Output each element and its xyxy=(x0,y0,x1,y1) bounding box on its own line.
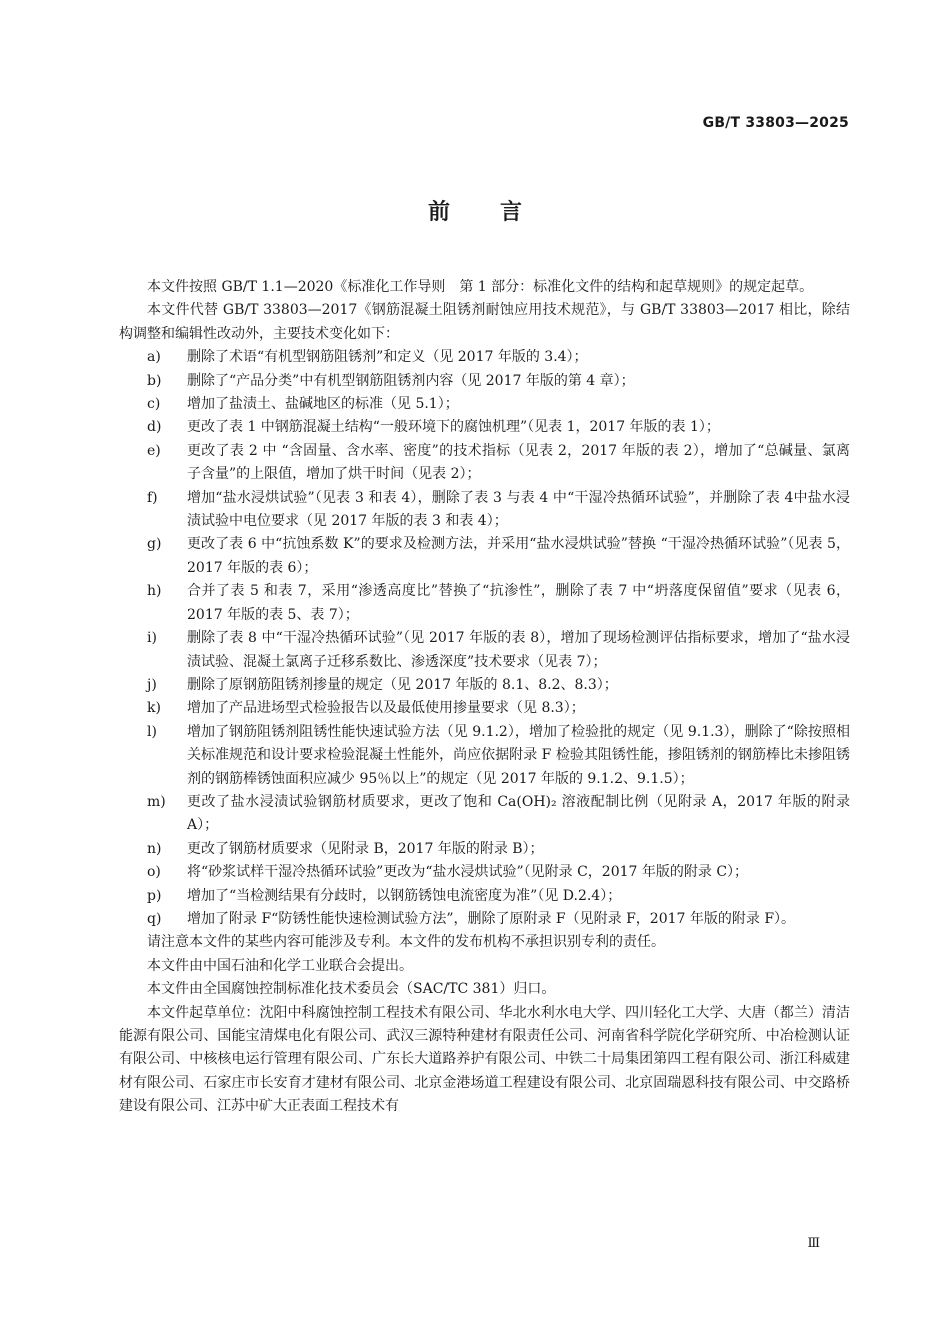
change-item-d xyxy=(119,416,850,439)
change-item-i xyxy=(119,627,850,674)
patent-notice: 请注意本文件的某些内容可能涉及专利。本文件的发布机构不承担识别专利的责任。 xyxy=(147,934,665,951)
page-number: Ⅲ xyxy=(807,1236,820,1251)
item-text: 删除了表 8 中“干湿冷热循环试验”（见 2017 年版的表 8），增加了现场检测评估指标要求，增加了“盐水浸渍试验、混凝土氯离子迁移系数比、渗透深度”技术要求（见表 7）； xyxy=(187,630,850,670)
item-mark: c) xyxy=(147,396,161,413)
item-mark: g) xyxy=(147,536,162,553)
change-item-h xyxy=(119,580,850,627)
change-item-p xyxy=(119,885,850,908)
page-title: 前言 xyxy=(427,200,572,225)
item-mark: h) xyxy=(147,583,162,600)
item-mark: l) xyxy=(147,723,157,740)
change-item-j xyxy=(119,674,850,697)
item-text: 更改了表 6 中“抗蚀系数 K”的要求及检测方法，并采用“盐水浸烘试验”替换 “干湿冷热循环试验”（见表 5，2017 年版的表 6）； xyxy=(187,536,850,576)
item-text: 增加了钢筋阻锈剂阻锈性能快速试验方法（见 9.1.2），增加了检验批的规定（见 9.1.3），删除了“除按照相关标准规范和设计要求检验混凝土性能外，尚应依据附录 F 检验其阻锈性能，掺阻锈剂的钢筋棒比未掺阻锈剂的钢筋棒锈蚀面积应减少 95％以上”的规定（见 2017 年版的 9.1.2、9.1.5）； xyxy=(187,723,850,787)
item-mark: a) xyxy=(147,349,161,366)
item-text: 增加“盐水浸烘试验”（见表 3 和表 4），删除了表 3 与表 4 中“干湿冷热循环试验”，并删除了表 4中盐水浸渍试验中电位要求（见 2017 年版的表 3 和表 4）； xyxy=(187,489,850,530)
change-item-b xyxy=(119,370,850,393)
item-mark: o) xyxy=(147,864,161,881)
item-mark: q) xyxy=(147,910,162,927)
item-mark: e) xyxy=(147,442,161,459)
item-mark: n) xyxy=(147,840,162,857)
item-mark: j) xyxy=(147,676,157,693)
intro-paragraph: 本文件按照 GB/T 1.1—2020《标准化工作导则 第 1 部分：标准化文件的结构和起草规则》的规定起草。 xyxy=(147,279,814,295)
item-text: 增加了“当检测结果有分歧时，以钢筋锈蚀电流密度为准”（见 D.2.4）； xyxy=(187,887,622,904)
item-mark: d) xyxy=(147,419,162,436)
document-body xyxy=(119,276,850,1119)
item-mark: m) xyxy=(147,793,166,810)
item-text: 删除了“产品分类”中有机型钢筋阻锈剂内容（见 2017 年版的第 4 章）； xyxy=(187,372,635,389)
item-text: 增加了附录 F“防锈性能快速检测试验方法”，删除了原附录 F（见附录 F，2017 年版的附录 F）。 xyxy=(187,910,796,927)
item-text: 删除了原钢筋阻锈剂掺量的规定（见 2017 年版的 8.1、8.2、8.3）； xyxy=(187,676,618,693)
change-item-m xyxy=(119,791,850,838)
drafting-units-paragraph: 本文件起草单位：沈阳中科腐蚀控制工程技术有限公司、华北水利水电大学、四川轻化工大学、大唐（都兰）清洁能源有限公司、国能宝清煤电化有限公司、武汉三源特种建材有限责任公司、河南省科学院化学研究所、中冶检测认证有限公司、中核核电运行管理有限公司、广东长大道路养护有限公司、中铁二十局集团第四工程有限公司、浙江科威建材有限公司、石家庄市长安育才建材有限公司、北京金港场道工程建设有限公司、北京固瑞恩科技有限公司、中交路桥建设有限公司、江苏中矿大正表面工程技术有 xyxy=(119,1004,850,1115)
change-item-f xyxy=(119,487,850,534)
change-item-c xyxy=(119,393,850,416)
item-mark: b) xyxy=(147,372,162,389)
item-text: 更改了表 1 中钢筋混凝土结构“一般环境下的腐蚀机理”（见表 1，2017 年版的表 1）； xyxy=(187,419,720,436)
item-mark: k) xyxy=(147,700,161,717)
replacement-paragraph: 本文件代替 GB/T 33803—2017《钢筋混凝土阻锈剂耐蚀应用技术规范》，与 GB/T 33803—2017 相比，除结构调整和编辑性改动外，主要技术变化如下： xyxy=(119,302,850,342)
item-mark: f) xyxy=(147,489,158,506)
change-item-n xyxy=(119,838,850,861)
change-item-l xyxy=(119,721,850,791)
change-item-a xyxy=(119,346,850,369)
change-item-e xyxy=(119,440,850,487)
item-text: 更改了钢筋材质要求（见附录 B，2017 年版的附录 B）； xyxy=(187,840,544,857)
item-text: 增加了产品进场型式检验报告以及最低使用掺量要求（见 8.3）； xyxy=(187,700,585,717)
item-text: 合并了表 5 和表 7，采用“渗透高度比”替换了“抗渗性”，删除了表 7 中“坍落度保留值”要求（见表 6，2017 年版的表 5、表 7）； xyxy=(187,583,850,623)
change-item-k xyxy=(119,697,850,720)
item-text: 增加了盐渍土、盐碱地区的标准（见 5.1）； xyxy=(187,396,459,413)
item-mark: p) xyxy=(147,887,162,904)
change-item-g xyxy=(119,533,850,580)
item-mark: i) xyxy=(147,630,157,647)
item-text: 将“砂浆试样干湿冷热循环试验”更改为“盐水浸烘试验”（见附录 C，2017 年版的附录 C）； xyxy=(187,864,749,881)
item-text: 更改了表 2 中 “含固量、含水率、密度”的技术指标（见表 2，2017 年版的表 2），增加了“总碱量、氯离子含量”的上限值，增加了烘干时间（见表 2）； xyxy=(187,442,850,483)
proposer-paragraph: 本文件由中国石油和化学工业联合会提出。 xyxy=(147,957,413,974)
item-text: 更改了盐水浸渍试验钢筋材质要求，更改了饱和 Ca(OH)₂ 溶液配制比例（见附录 A，2017 年版的附录 A）； xyxy=(187,793,850,834)
change-item-q xyxy=(119,908,850,931)
standard-code: GB/T 33803—2025 xyxy=(702,115,849,131)
item-text: 删除了术语“有机型钢筋阻锈剂”和定义（见 2017 年版的 3.4）； xyxy=(187,349,588,366)
change-item-o xyxy=(119,861,850,884)
committee-paragraph: 本文件由全国腐蚀控制标准化技术委员会（SAC/TC 381）归口。 xyxy=(147,981,556,998)
